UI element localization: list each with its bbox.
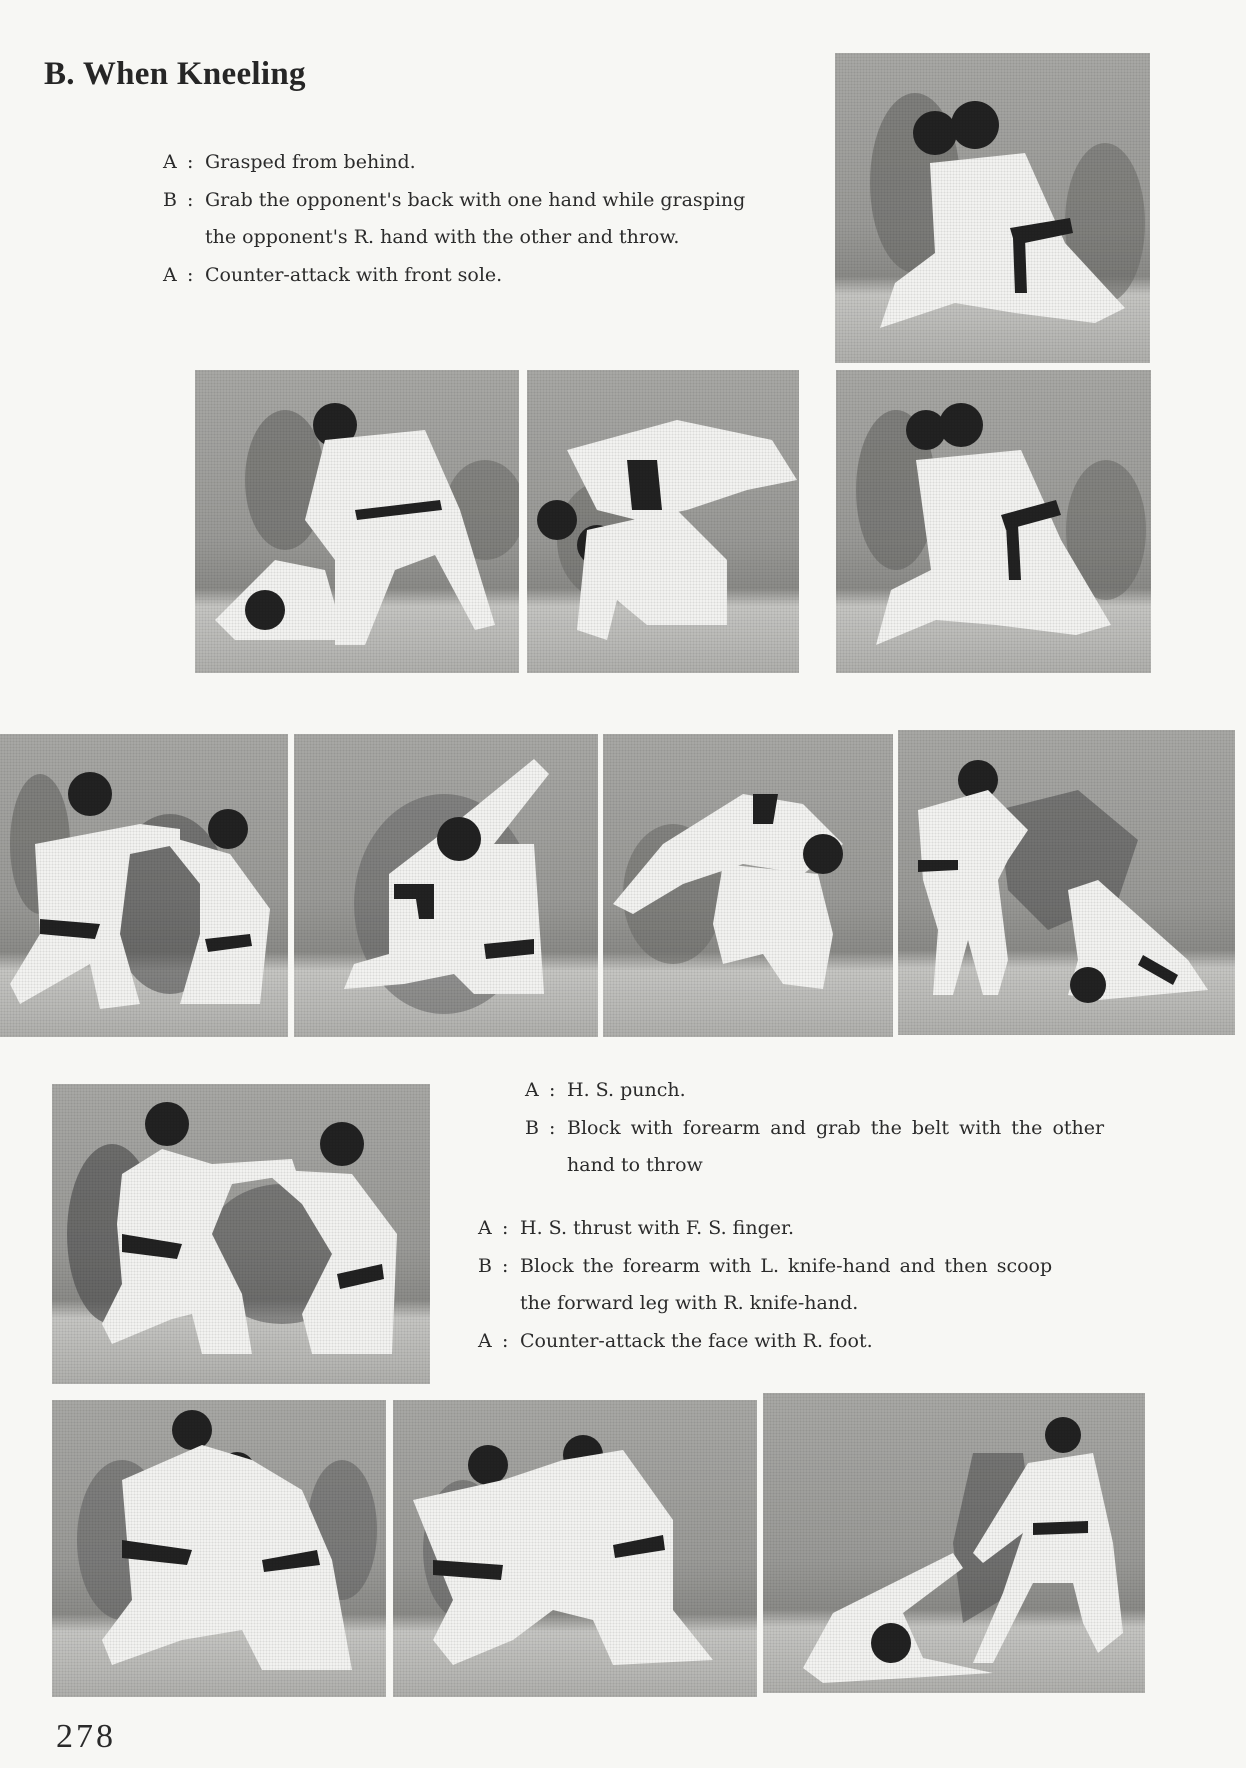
page-number: 278 [56,1718,116,1755]
instruction-text: hand to throw [567,1154,703,1176]
martial-arts-figures-icon [898,730,1235,1035]
photo-kneeling-finger-thrust [52,1084,430,1384]
photo-kneeling-punch-block [0,734,288,1037]
instruction-line-continued [163,219,745,257]
speaker-label: A [163,151,177,173]
photo-grasped-from-behind [835,53,1150,363]
instruction-text: H. S. thrust with F. S. finger. [520,1217,795,1239]
speaker-label: B [525,1116,539,1139]
instruction-text: Counter-attack the face with R. foot. [520,1329,873,1352]
martial-arts-figures-icon [52,1400,386,1697]
martial-arts-figures-icon [527,370,799,673]
instruction-text: the opponent's R. hand with the other and throw. [205,226,680,248]
instruction-line: A : H. S. punch. [525,1072,1104,1110]
speaker-label: A [478,1217,492,1239]
instruction-line: A : Grasped from behind. [163,144,745,182]
martial-arts-figures-icon [836,370,1151,673]
instruction-line: B : Block with forearm and grab the belt with the other [525,1110,1104,1148]
photo-pull-opponent-floor [195,370,519,673]
speaker-label: A [525,1079,539,1101]
instruction-text: H. S. punch. [567,1079,686,1101]
martial-arts-figures-icon [603,734,893,1037]
instruction-text: Block with forearm and grab the belt with the other [567,1116,1105,1139]
instructions-block-2 [525,1072,1104,1185]
photo-counter-attack-face [763,1393,1145,1693]
instruction-text: Block the forearm with L. knife-hand and then scoop [520,1254,1053,1277]
photo-throw-over-back [527,370,799,673]
martial-arts-figures-icon [763,1393,1145,1693]
instructions-block-1 [163,144,745,294]
instruction-line: A : H. S. thrust with F. S. finger. [478,1210,1052,1248]
photo-raised-arm-block [294,734,598,1037]
martial-arts-figures-icon [52,1084,430,1384]
martial-arts-figures-icon [835,53,1150,363]
photo-opponent-thrown [898,730,1235,1035]
instruction-text: Grasped from behind. [205,151,416,173]
instruction-text: Counter-attack with front sole. [205,263,503,286]
instruction-line: B : Block the forearm with L. knife-hand and then scoop [478,1248,1052,1286]
martial-arts-figures-icon [393,1400,757,1697]
martial-arts-figures-icon [294,734,598,1037]
photo-kneeling-hold [836,370,1151,673]
instruction-line-continued [525,1147,1104,1185]
speaker-label: B [163,188,177,211]
martial-arts-figures-icon [195,370,519,673]
instruction-text: Grab the opponent's back with one hand while grasping [205,188,746,211]
instruction-text: the forward leg with R. knife-hand. [520,1292,859,1314]
martial-arts-figures-icon [0,734,288,1037]
speaker-label: A [163,263,177,286]
instruction-line: A : Counter-attack the face with R. foot. [478,1323,1052,1361]
section-title: B. When Kneeling [44,56,306,92]
photo-knife-hand-block [52,1400,386,1697]
instructions-block-3 [478,1210,1052,1360]
photo-scoop-forward-leg [393,1400,757,1697]
instruction-line-continued [478,1285,1052,1323]
photo-throw-in-progress [603,734,893,1037]
instruction-line: A : Counter-attack with front sole. [163,257,745,295]
speaker-label: B [478,1254,492,1277]
speaker-label: A [478,1329,492,1352]
instruction-line: B : Grab the opponent's back with one hand while grasping [163,182,745,220]
